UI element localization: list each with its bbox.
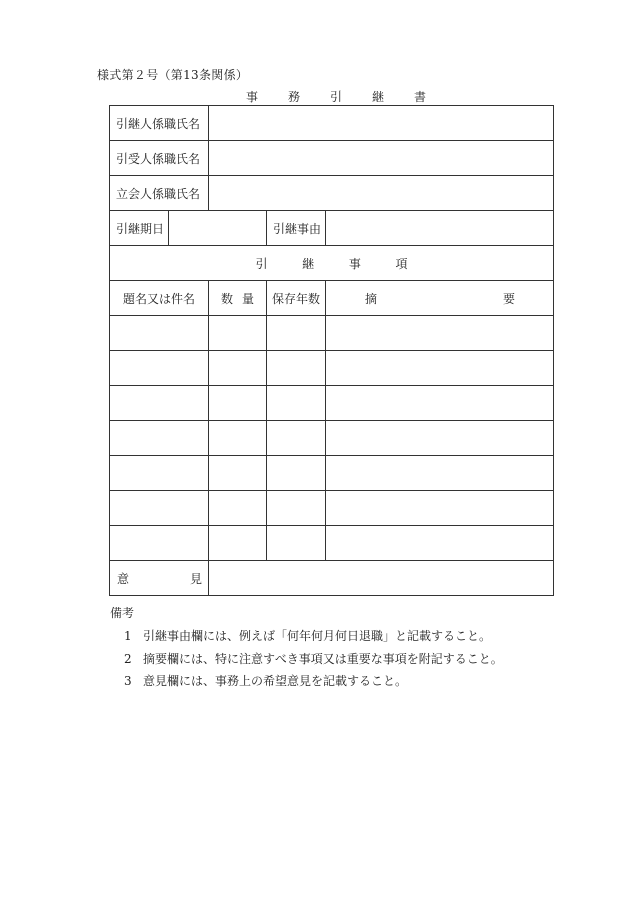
transfer-reason-label: 引継事由 <box>267 211 326 246</box>
witness-field[interactable] <box>209 176 554 211</box>
quantity-cell[interactable] <box>209 491 267 526</box>
notes-list <box>124 627 503 695</box>
section-heading <box>110 246 554 281</box>
summary-cell[interactable] <box>326 526 554 561</box>
summary-cell[interactable] <box>326 491 554 526</box>
retention-cell[interactable] <box>267 421 326 456</box>
table-row <box>110 456 554 491</box>
retention-cell[interactable] <box>267 386 326 421</box>
retention-cell[interactable] <box>267 526 326 561</box>
section-heading-char: 事 <box>348 256 361 271</box>
title-cell[interactable] <box>110 351 209 386</box>
note-item <box>124 627 503 650</box>
form-number: 様式第２号（第13条関係） <box>97 68 249 82</box>
section-heading-char: 継 <box>302 256 315 271</box>
transferee-row <box>110 141 554 176</box>
summary-char: 要 <box>503 291 516 306</box>
title-cell[interactable] <box>110 421 209 456</box>
transferee-label: 引受人係職氏名 <box>110 141 209 176</box>
summary-char: 摘 <box>365 291 378 306</box>
summary-cell[interactable] <box>326 351 554 386</box>
table-row <box>110 316 554 351</box>
title-cell[interactable] <box>110 456 209 491</box>
quantity-char: 数 <box>221 291 234 306</box>
handover-form-table <box>109 105 554 596</box>
summary-cell[interactable] <box>326 386 554 421</box>
transferor-label: 引継人係職氏名 <box>110 106 209 141</box>
date-reason-row <box>110 211 554 246</box>
table-row <box>110 351 554 386</box>
title-char: 事 <box>246 90 259 104</box>
opinion-char: 見 <box>190 571 203 586</box>
witness-label: 立会人係職氏名 <box>110 176 209 211</box>
title-char: 引 <box>329 90 342 104</box>
opinion-label <box>110 561 209 596</box>
note-item <box>124 672 503 695</box>
summary-cell[interactable] <box>326 421 554 456</box>
title-char: 務 <box>287 90 300 104</box>
column-header-row <box>110 281 554 316</box>
quantity-char: 量 <box>242 291 255 306</box>
column-header-title: 題名又は件名 <box>110 281 209 316</box>
summary-cell[interactable] <box>326 456 554 491</box>
opinion-field[interactable] <box>209 561 554 596</box>
note-number: 1 <box>124 629 132 643</box>
table-row <box>110 526 554 561</box>
column-header-summary <box>326 281 554 316</box>
witness-row <box>110 176 554 211</box>
opinion-row <box>110 561 554 596</box>
retention-cell[interactable] <box>267 456 326 491</box>
notes-title: 備考 <box>110 606 135 620</box>
summary-cell[interactable] <box>326 316 554 351</box>
note-text: 意見欄には、事務上の希望意見を記載すること。 <box>143 674 408 688</box>
title-char: 書 <box>413 90 426 104</box>
quantity-cell[interactable] <box>209 526 267 561</box>
table-row <box>110 491 554 526</box>
transferor-field[interactable] <box>209 106 554 141</box>
quantity-cell[interactable] <box>209 351 267 386</box>
retention-cell[interactable] <box>267 351 326 386</box>
table-row <box>110 421 554 456</box>
note-text: 摘要欄には、特に注意すべき事項又は重要な事項を附記すること。 <box>143 651 503 666</box>
column-header-quantity <box>209 281 267 316</box>
note-item <box>124 650 503 673</box>
transferor-row <box>110 106 554 141</box>
column-header-retention: 保存年数 <box>267 281 326 316</box>
quantity-cell[interactable] <box>209 316 267 351</box>
retention-cell[interactable] <box>267 316 326 351</box>
section-heading-char: 引 <box>255 256 268 271</box>
note-number: 3 <box>124 674 132 688</box>
section-heading-row <box>110 246 554 281</box>
title-char: 継 <box>371 90 384 104</box>
transfer-reason-field[interactable] <box>326 211 554 246</box>
title-cell[interactable] <box>110 491 209 526</box>
table-row <box>110 386 554 421</box>
title-cell[interactable] <box>110 526 209 561</box>
transferee-field[interactable] <box>209 141 554 176</box>
title-cell[interactable] <box>110 316 209 351</box>
quantity-cell[interactable] <box>209 456 267 491</box>
note-number: 2 <box>124 651 132 666</box>
note-text: 引継事由欄には、例えば「何年何月何日退職」と記載すること。 <box>143 629 492 643</box>
quantity-cell[interactable] <box>209 386 267 421</box>
opinion-char: 意 <box>117 571 130 586</box>
quantity-cell[interactable] <box>209 421 267 456</box>
section-heading-char: 項 <box>395 256 408 271</box>
title-cell[interactable] <box>110 386 209 421</box>
retention-cell[interactable] <box>267 491 326 526</box>
transfer-date-field[interactable] <box>169 211 267 246</box>
document-title <box>246 88 426 105</box>
transfer-date-label: 引継期日 <box>110 211 169 246</box>
